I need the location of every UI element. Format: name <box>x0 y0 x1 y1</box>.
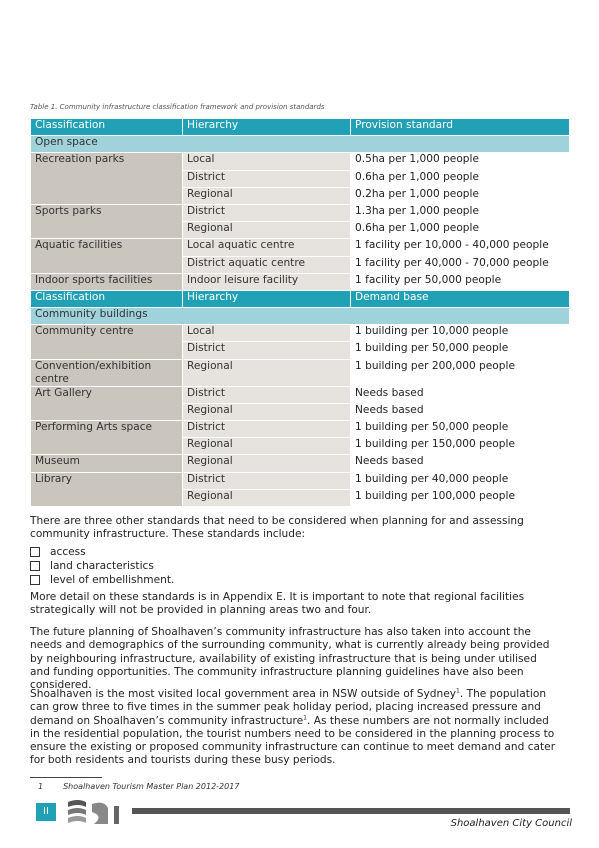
footer-bar <box>132 808 570 814</box>
classification-cell: Art Gallery <box>31 386 183 420</box>
column-header: Hierarchy <box>183 290 351 307</box>
section-label: Open space <box>31 136 570 153</box>
table-row <box>31 359 570 386</box>
tourism-paragraph: Shoalhaven is the most visited local government area in NSW outside of Sydney$^1$. The population can grow three to five times in the summer peak holiday period, placing increased pressure and demand on Shoalhaven’s community infrastructure$^1$. As these numbers are not normally included in the residential population, the tourist numbers need to be considered in the planning process to ensure the existing or proposed community infrastructure can continue to meet demand and cater for both residents and tourists during these busy periods. <box>30 687 556 767</box>
standard-cell: 0.5ha per 1,000 people <box>351 153 570 170</box>
planning-paragraph: The future planning of Shoalhaven’s community infrastructure has also taken into account the needs and demographics of the surrounding community, what is currently already being provided by neighbouring infrastructure, availability of existing infrastructure that is being under utilised and funding opportunities. The community infrastructure planning guidelines have also been considered. <box>30 626 550 692</box>
classification-cell: Community centre <box>31 325 183 359</box>
page-number: II <box>36 803 56 821</box>
table-row <box>31 386 570 403</box>
standard-cell: 1 building per 10,000 people <box>351 325 570 342</box>
table-row <box>31 273 570 290</box>
hierarchy-cell: District <box>183 204 351 221</box>
section-row <box>31 308 570 325</box>
infrastructure-table <box>30 118 570 507</box>
footnote-rule <box>30 777 102 778</box>
table-row <box>31 204 570 221</box>
table-row <box>31 239 570 256</box>
hierarchy-cell: Regional <box>183 455 351 472</box>
hierarchy-cell: Local <box>183 153 351 170</box>
standard-cell: 1 facility per 40,000 - 70,000 people <box>351 256 570 273</box>
classification-cell: Performing Arts space <box>31 421 183 455</box>
council-name: Shoalhaven City Council <box>450 818 572 829</box>
section-row <box>31 136 570 153</box>
column-header: Classification <box>31 290 183 307</box>
standard-cell: 1 building per 40,000 people <box>351 472 570 489</box>
hierarchy-cell: Local aquatic centre <box>183 239 351 256</box>
hierarchy-cell: District <box>183 386 351 403</box>
table-row <box>31 421 570 438</box>
classification-cell: Museum <box>31 455 183 472</box>
classification-cell: Indoor sports facilities <box>31 273 183 290</box>
standard-cell: Needs based <box>351 455 570 472</box>
hierarchy-cell: District <box>183 170 351 187</box>
hierarchy-cell: Regional <box>183 187 351 204</box>
checkbox-icon <box>30 547 40 557</box>
column-header: Demand base <box>351 290 570 307</box>
standard-cell: 1 building per 50,000 people <box>351 342 570 359</box>
classification-cell: Convention/exhibition centre <box>31 359 183 386</box>
standard-cell: Needs based <box>351 386 570 403</box>
standard-cell: 1 facility per 10,000 - 40,000 people <box>351 239 570 256</box>
intro-paragraph: There are three other standards that need to be considered when planning for and assessing community infrastructure. These standards include: <box>30 515 524 541</box>
hierarchy-cell: District <box>183 342 351 359</box>
table-caption: Table 1. Community infrastructure classification framework and provision standards <box>30 103 325 111</box>
hierarchy-cell: Regional <box>183 438 351 455</box>
hierarchy-cell: District <box>183 472 351 489</box>
checklist-item: land characteristics <box>30 559 174 573</box>
hierarchy-cell: Regional <box>183 489 351 506</box>
checklist-item: access <box>30 545 174 559</box>
appendix-paragraph: More detail on these standards is in Appendix E. It is important to note that regional facilities strategically will not be provided in planning areas two and four. <box>30 591 525 617</box>
classification-cell: Sports parks <box>31 204 183 238</box>
standard-cell: 1 building per 200,000 people <box>351 359 570 386</box>
table-row <box>31 325 570 342</box>
table-row <box>31 472 570 489</box>
hierarchy-cell: Regional <box>183 403 351 420</box>
checklist-item: level of embellishment. <box>30 573 174 587</box>
footnote: 1 Shoalhaven Tourism Master Plan 2012-2017 <box>38 782 240 791</box>
standard-cell: 1 facility per 50,000 people <box>351 273 570 290</box>
classification-cell: Library <box>31 472 183 506</box>
standard-cell: 1 building per 150,000 people <box>351 438 570 455</box>
classification-cell: Aquatic facilities <box>31 239 183 273</box>
checkbox-icon <box>30 561 40 571</box>
table-row <box>31 455 570 472</box>
checkbox-icon <box>30 575 40 585</box>
hierarchy-cell: Regional <box>183 359 351 386</box>
column-header: Provision standard <box>351 119 570 136</box>
hierarchy-cell: Regional <box>183 222 351 239</box>
table-header-row <box>31 290 570 307</box>
standard-cell: 0.6ha per 1,000 people <box>351 222 570 239</box>
council-logo-icon <box>64 798 128 826</box>
standard-cell: 0.2ha per 1,000 people <box>351 187 570 204</box>
table-row <box>31 153 570 170</box>
hierarchy-cell: District aquatic centre <box>183 256 351 273</box>
section-label: Community buildings <box>31 308 570 325</box>
column-header: Hierarchy <box>183 119 351 136</box>
hierarchy-cell: District <box>183 421 351 438</box>
standard-cell: Needs based <box>351 403 570 420</box>
classification-cell: Recreation parks <box>31 153 183 205</box>
column-header: Classification <box>31 119 183 136</box>
standard-cell: 1.3ha per 1,000 people <box>351 204 570 221</box>
table-header-row <box>31 119 570 136</box>
standards-checklist <box>30 545 174 587</box>
standard-cell: 0.6ha per 1,000 people <box>351 170 570 187</box>
hierarchy-cell: Indoor leisure facility <box>183 273 351 290</box>
standard-cell: 1 building per 50,000 people <box>351 421 570 438</box>
hierarchy-cell: Local <box>183 325 351 342</box>
standard-cell: 1 building per 100,000 people <box>351 489 570 506</box>
